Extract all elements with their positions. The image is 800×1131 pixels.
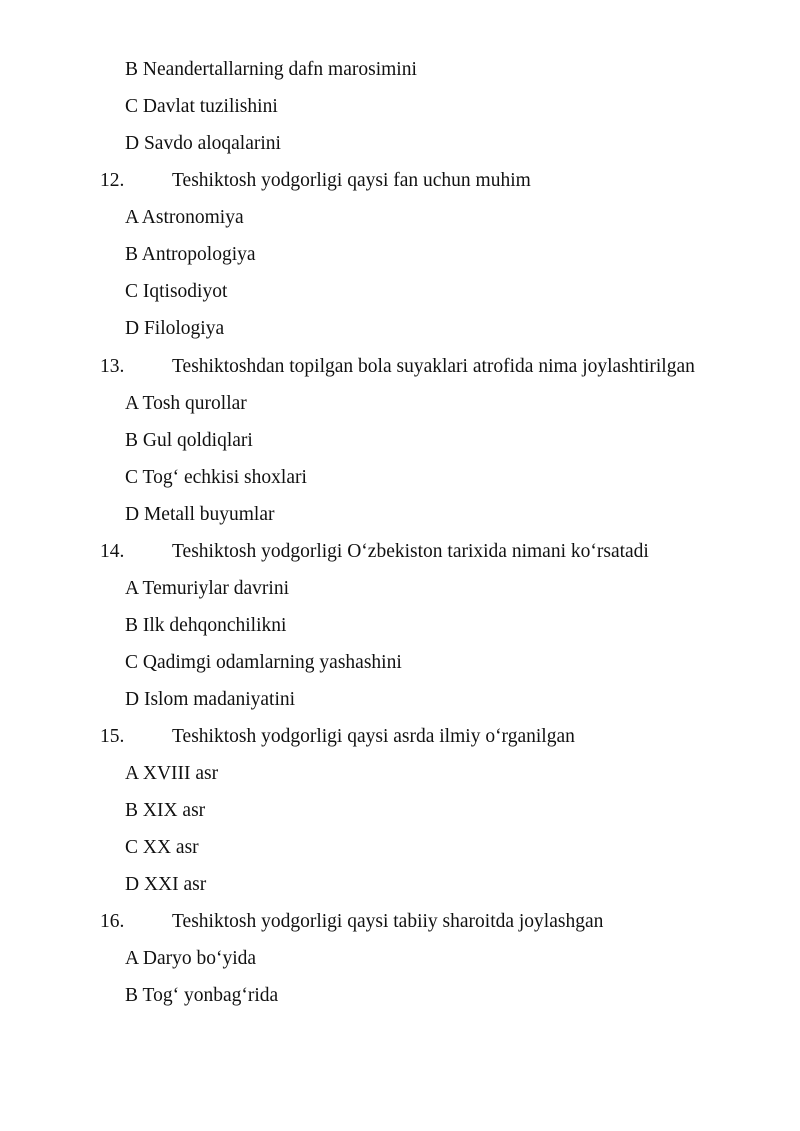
option-text: C Iqtisodiyot <box>125 281 228 302</box>
option-text: D Islom madaniyatini <box>125 689 296 710</box>
option-text: C XX asr <box>125 837 199 858</box>
question-number: 12. <box>100 170 125 191</box>
option-text: A XVIII asr <box>125 763 219 784</box>
question-number: 14. <box>100 541 125 562</box>
option-text: C Qadimgi odamlarning yashashini <box>125 652 402 673</box>
question-number: 15. <box>100 726 125 747</box>
option-text: B XIX asr <box>125 800 206 821</box>
option-text: A Astronomiya <box>125 207 244 228</box>
question-text: Teshiktosh yodgorligi qaysi fan uchun muhim <box>172 170 531 191</box>
question-number: 13. <box>100 356 125 377</box>
option-text: D Metall buyumlar <box>125 504 275 525</box>
option-text: C Tog‘ echkisi shoxlari <box>125 467 307 488</box>
option-text: D Savdo aloqalarini <box>125 133 281 154</box>
option-text: B Antropologiya <box>125 244 256 265</box>
question-number: 16. <box>100 911 125 932</box>
option-text: A Temuriylar davrini <box>125 578 289 599</box>
option-text: B Gul qoldiqlari <box>125 430 253 451</box>
option-text: D Filologiya <box>125 318 225 339</box>
option-text: A Tosh qurollar <box>125 393 247 414</box>
option-text: A Daryo bo‘yida <box>125 948 257 969</box>
question-text: Teshiktosh yodgorligi qaysi tabiiy sharoitda joylashgan <box>172 911 604 932</box>
option-text: B Ilk dehqonchilikni <box>125 615 287 636</box>
question-text: Teshiktosh yodgorligi O‘zbekiston tarixida nimani ko‘rsatadi <box>172 541 649 562</box>
question-text: Teshiktoshdan topilgan bola suyaklari atrofida nima joylashtirilgan <box>172 356 695 377</box>
option-text: D XXI asr <box>125 874 207 895</box>
option-text: B Neandertallarning dafn marosimini <box>125 59 417 80</box>
question-text: Teshiktosh yodgorligi qaysi asrda ilmiy o‘rganilgan <box>172 726 575 747</box>
option-text: B Tog‘ yonbag‘rida <box>125 985 279 1006</box>
option-text: C Davlat tuzilishini <box>125 96 278 117</box>
